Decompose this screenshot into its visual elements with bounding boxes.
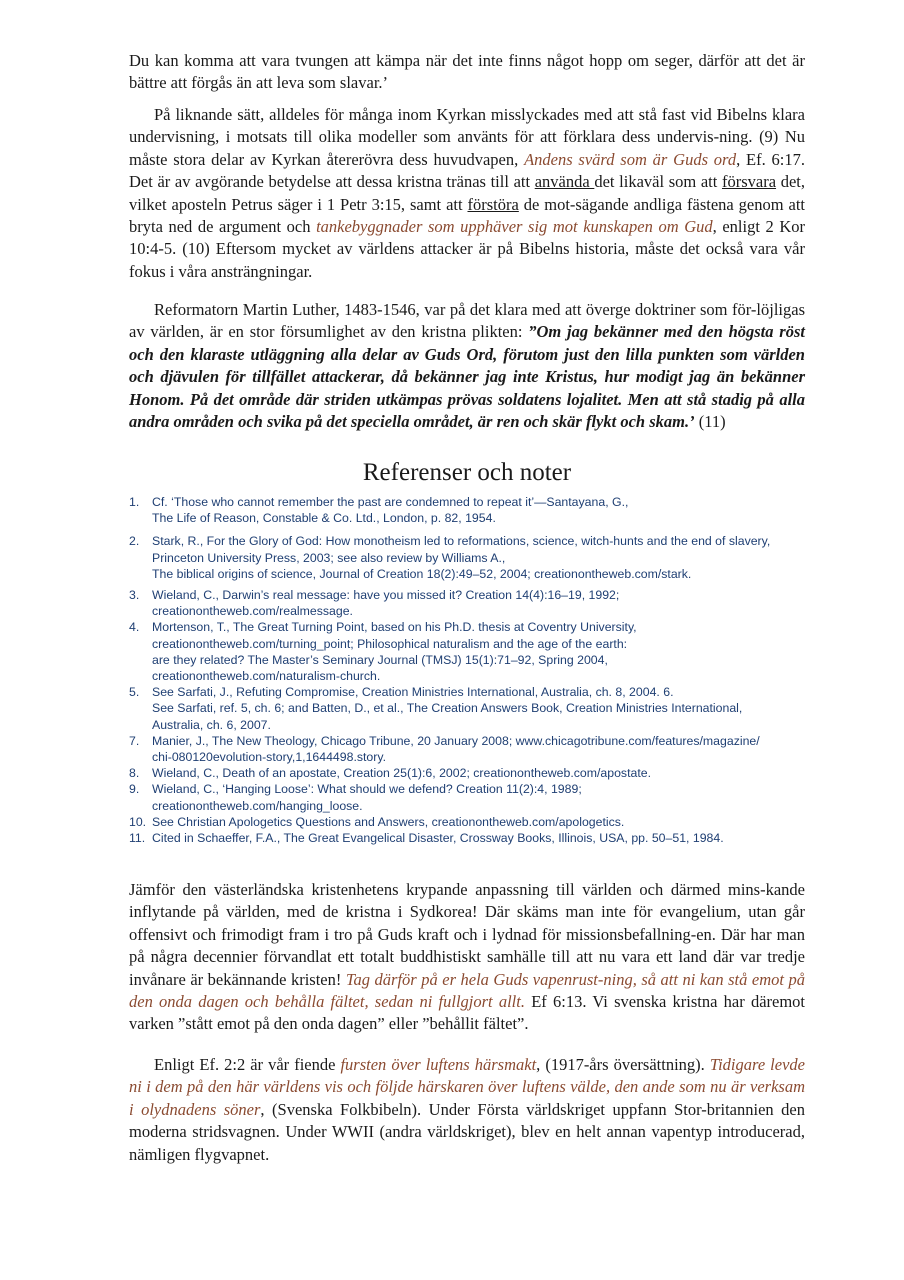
paragraph-text: Jämför den västerländska kristenhetens krypande anpassning till världen och därmed mins-kande inflytande på världen, med de kristna i Sydkorea! Där skäms man inte för evangelium, utan går offensivt och frimodigt fram i tro på Guds kraft och i lydnad för missionsbefallning-en. Där har man på några decennier förvandlat ett totalt buddhistiskt samhälle till att nu vara ett land där var tredje invånare är bekännande kristen! [129,880,805,989]
reference-text: are they related? The Master’s Seminary Journal (TMSJ) 15(1):71–92, Spring 2004, [152,652,608,667]
reference-item [129,765,819,781]
paragraph-church-bible [129,104,805,283]
reference-item [129,733,819,765]
reference-text: creationontheweb.com/naturalism-church. [152,669,381,684]
reference-item [129,494,819,526]
reference-number: 5. [129,685,140,700]
reference-number: 2. [129,534,140,549]
scripture-quote: Andens svärd som är Guds ord [524,149,737,169]
reference-text: Stark, R., For the Glory of God: How monotheism led to reformations, science, witch-hunts and the end of slavery, [152,534,771,549]
reference-text: See Christian Apologetics Questions and Answers, creationontheweb.com/apologetics. [152,814,625,829]
luther-quote: ”Om jag bekänner med den högsta röst och den klaraste utläggning alla delar av Guds Ord, förutom just den lilla punkten som världen och djävulen för tillfället attackerar, då bekänner jag inte Kristus, hur modigt jag än bekänner Honom. På det område där striden utkämpas prövas soldatens lojalitet. Men att stå stadig på alla andra områden och svika på det speciella området, är ren och skär flykt och skam.’ [129,322,805,432]
reference-number: 8. [129,766,140,781]
reference-number: 1. [129,495,140,509]
reference-text: Wieland, C., ‘Hanging Loose’: What should we defend? Creation 11(2):4, 1989; [152,782,582,797]
paragraph-luther [129,299,805,433]
reference-number: 9. [129,782,140,797]
paragraph-text: Reformatorn Martin Luther, 1483-1546, var på det klara med att överge doktriner som för-löjligas av världen, är en stor försumlighet av den kristna plikten: [129,300,805,342]
reference-item [129,619,819,684]
scripture-quote: tankebyggnader som upphäver sig mot kunskapen om Gud [316,217,713,237]
reference-text: The Life of Reason, Constable & Co. Ltd., London, p. 82, 1954. [152,511,496,526]
reference-text: chi-080120evolution-story,1,1644498.story. [152,750,387,765]
paragraph-text: , enligt 2 Kor 10:4-5. (10) Eftersom mycket av världens attacker är på Bibelns historia, måste det också vara vår fokus i våra ansträngningar. [129,217,805,281]
reference-number: 11. [129,831,146,846]
scripture-quote: Tidigare levde ni i dem på den här världens vis och följde härskaren över luftens välde, den ande som nu är verksam i olydnadens söner [129,1055,805,1119]
reference-text: Wieland, C., Death of an apostate, Creation 25(1):6, 2002; creationontheweb.com/apostate. [152,766,652,781]
reference-text: creationontheweb.com/turning_point; Philosophical naturalism and the age of the earth: [152,636,628,651]
reference-text: creationontheweb.com/realmessage. [152,604,353,619]
paragraph-text: det, vilket aposteln Petrus säger i 1 Petr 3:15, samt att [129,172,805,214]
reference-item [129,830,819,846]
scripture-quote: Tag därför på er hela Guds vapenrust-ning, så att ni kan stå emot på den onda dagen och behålla fältet, sedan ni fullgjort allt. [129,969,805,1012]
reference-text: Cf. ‘Those who cannot remember the past are condemned to repeat it’—Santayana, G., [152,495,629,509]
references-heading: Referenser och noter [362,459,572,486]
reference-number: 10. [129,814,147,829]
reference-text: Cited in Schaeffer, F.A., The Great Evangelical Disaster, Crossway Books, Illinois, USA, pp. 50–51, 1984. [152,831,724,846]
reference-item [129,814,819,830]
reference-number: 7. [129,733,140,748]
underlined-word: använda [534,172,595,192]
reference-item [129,533,819,582]
reference-text: Wieland, C., Darwin’s real message: have you missed it? Creation 14(4):16–19, 1992; [152,588,620,603]
paragraph-text: Du kan komma att vara tvungen att kämpa när det inte finns något hopp om seger, därför att det är bättre att förgås än att leva som slavar.’ [129,51,805,93]
paragraph-text: , (1917-års översättning). [536,1055,710,1074]
paragraph-slaves [129,50,805,95]
reference-item [129,587,819,619]
reference-text: Mortenson, T., The Great Turning Point, based on his Ph.D. thesis at Coventry University, [152,620,637,635]
paragraph-text: , Ef. 6:17. Det är av avgörande betydelse att dessa kristna tränas till att [129,149,805,192]
paragraph-south-korea [129,879,805,1036]
reference-number: 3. [129,588,140,603]
paragraph-text: På liknande sätt, alldeles för många inom Kyrkan misslyckades med att stå fast vid Bibelns klara undervisning, i motsats till olika modeller som använts för att förklara dess undervis-ning. (9) Nu måste stora delar av Kyrkan återerövra dess huvudvapen, [129,105,805,169]
references-list [129,494,819,846]
reference-text: Princeton University Press, 2003; see also review by Williams A., [152,550,506,565]
reference-text: The biblical origins of science, Journal of Creation 18(2):49–52, 2004; creationontheweb.com/stark. [152,566,692,581]
paragraph-enemy [129,1054,805,1166]
reference-text: Manier, J., The New Theology, Chicago Tribune, 20 January 2008; www.chicagotribune.com/features/magazine/ [152,733,760,748]
scripture-quote: fursten över luftens härsmakt [340,1055,537,1074]
paragraph-text: det likaväl som att [594,172,722,192]
underlined-word: försvara [721,172,777,192]
reference-text: creationontheweb.com/hanging_loose. [152,798,363,813]
reference-number: 4. [129,620,140,635]
reference-text: See Sarfati, ref. 5, ch. 6; and Batten, D., et al., The Creation Answers Book, Creation Ministries International, [152,701,743,716]
paragraph-text: de mot-sägande andliga fästena genom att bryta ned de argument och [129,194,805,237]
paragraph-text: , (Svenska Folkbibeln). Under Första världskriget uppfann Stor-britannien den moderna stridsvagnen. Under WWII (andra världskriget), blev en helt annan vapentyp introducerad, nämligen flygvapnet. [129,1099,805,1164]
paragraph-text: (11) [694,412,726,432]
reference-item [129,781,819,813]
reference-text: See Sarfati, J., Refuting Compromise, Creation Ministries International, Australia, ch. 8, 2004. 6. [152,685,674,700]
paragraph-text: Ef 6:13. Vi svenska kristna har däremot varken ”stått emot på den onda dagen” eller ”behållit fältet”. [129,992,806,1034]
underlined-word: förstöra [467,194,519,214]
paragraph-text: Enligt Ef. 2:2 är vår fiende [154,1055,341,1074]
reference-text: Australia, ch. 6, 2007. [152,717,271,732]
reference-item [129,684,819,733]
